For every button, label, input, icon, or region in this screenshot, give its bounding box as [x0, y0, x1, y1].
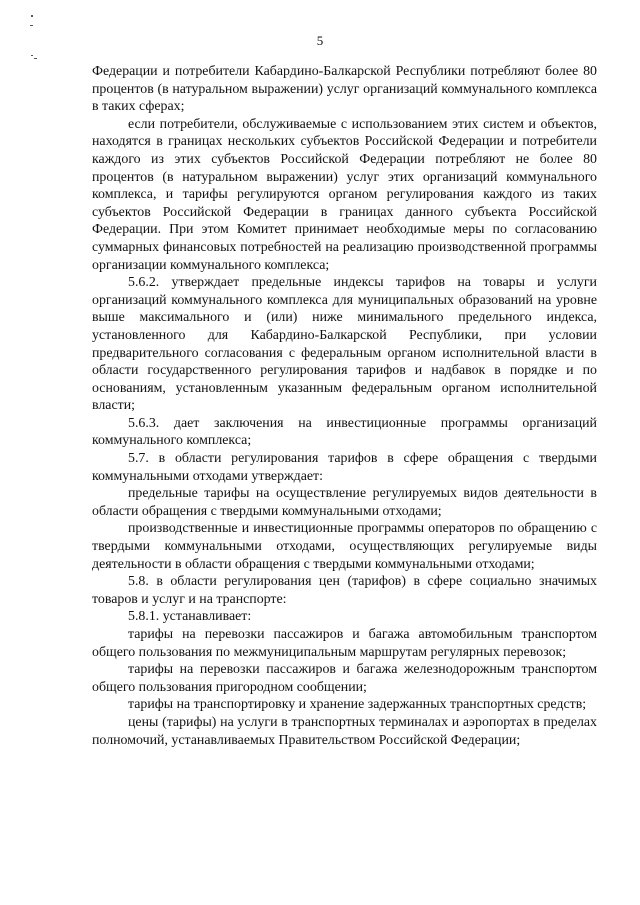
paragraph: цены (тарифы) на услуги в транспортных терминалах и аэропортах в пределах полномочий, устанавливаемых Правительством Российской Федерации; [92, 714, 597, 748]
paragraph: тарифы на перевозки пассажиров и багажа железнодорожным транспортом общего пользования пригородном сообщении; [92, 662, 597, 695]
page-number: 5 [316, 33, 324, 48]
paragraph: предельные тарифы на осуществление регулируемых видов деятельности в области обращения с твердыми коммунальными отходами; [92, 486, 597, 519]
scan-artifact [34, 58, 37, 59]
paragraph: производственные и инвестиционные программы операторов по обращению с твердыми коммунальными отходами, осуществляющих регулируемые виды деятельности в области обращения с твердыми коммунальными отходами; [92, 521, 597, 572]
paragraph: Федерации и потребители Кабардино-Балкарской Республики потребляют более 80 процентов (в натуральном выражении) услуг организаций коммунального комплекса в таких сферах; [92, 64, 597, 115]
paragraph: если потребители, обслуживаемые с использованием этих систем и объектов, находятся в границах нескольких субъектов Российской Федерации и потребители каждого из этих субъектов Российской Федерации потребляют не более 80 процентов (в натуральном выражении) услуг этих организаций коммунального комплекса, и тарифы регулируются органом регулирования каждого из таких субъектов Российской Федерации в границах данного субъекта Российской Федерации. При этом Комитет принимает необходимые меры по согласованию суммарных финансовых потребностей на реализацию производственной программы организации коммунального комплекса; [92, 116, 597, 273]
paragraph: 5.8.1. устанавливает: [128, 609, 252, 625]
paragraph: 5.7. в области регулирования тарифов в сфере обращения с твердыми коммунальными отходами утверждает: [92, 451, 597, 484]
paragraph: 5.6.2. утверждает предельные индексы тарифов на товары и услуги организаций коммунального комплекса для муниципальных образований на уровне выше максимального и (или) ниже минимального предельного индекса, установленного для Кабардино-Балкарской Республики, при условии предварительного согласования с федеральным органом исполнительной власти в области государственного регулирования тарифов и надбавок в порядке и по основаниям, установленным указанным федеральным органом исполнительной власти; [92, 275, 597, 414]
paragraph: 5.8. в области регулирования цен (тарифов) в сфере социально значимых товаров и услуг и на транспорте: [92, 574, 597, 607]
scan-artifact [31, 55, 33, 56]
paragraph: тарифы на перевозки пассажиров и багажа автомобильным транспортом общего пользования по межмуниципальным маршрутам регулярных перевозок; [92, 627, 597, 660]
document-body [92, 63, 597, 749]
scan-artifact [31, 15, 33, 17]
paragraph: 5.6.3. дает заключения на инвестиционные программы организаций коммунального комплекса; [92, 415, 597, 449]
scan-artifact [30, 25, 33, 26]
paragraph: тарифы на транспортировку и хранение задержанных транспортных средств; [128, 697, 587, 713]
